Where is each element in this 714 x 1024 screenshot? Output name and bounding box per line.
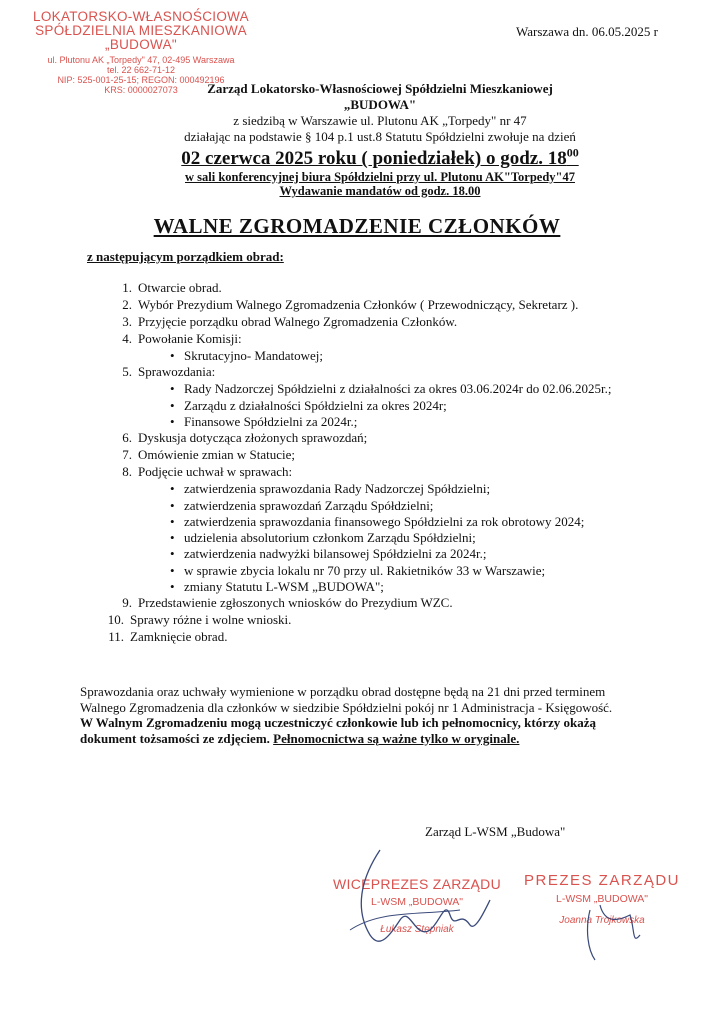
header-board-name: Zarząd Lokatorsko-Własnościowej Spółdzielni Mieszkaniowej: [207, 81, 553, 96]
header-block: [150, 81, 610, 145]
stamp-nip: NIP: 525-001-25-15; REGON: 000492196: [57, 75, 225, 85]
footer-line-4a: dokument tożsamości ze zdjęciem.: [80, 730, 274, 746]
header-company-name: „BUDOWA": [343, 97, 417, 112]
agenda-subitem: [170, 414, 357, 430]
header-seat: z siedzibą w Warszawie ul. Plutonu AK „Torpedy" nr 47: [233, 113, 527, 128]
bullet-icon: •: [170, 513, 175, 529]
agenda-subitem-text: Finansowe Spółdzielni za 2024r.;: [184, 413, 358, 429]
agenda-item-text: Otwarcie obrad.: [138, 280, 222, 295]
agenda-item-number: 3.: [122, 314, 132, 329]
meeting-location: w sali konferencyjnej biura Spółdzielni przy ul. Plutonu AK"Torpedy"47: [185, 170, 575, 184]
footer-paragraph: [80, 684, 690, 746]
agenda-item-text: Wybór Prezydium Walnego Zgromadzenia Członków ( Przewodniczący, Sekretarz ).: [138, 297, 579, 312]
meeting-date: [130, 146, 630, 170]
meeting-date-minutes: 00: [566, 146, 579, 160]
stamp-line-2: SPÓŁDZIELNIA MIESZKANIOWA: [35, 23, 247, 38]
agenda-item: [110, 297, 578, 313]
agenda-item-number: 6.: [122, 430, 132, 446]
agenda-item: [110, 364, 215, 380]
bullet-icon: •: [170, 397, 175, 413]
agenda-item-number: 2.: [122, 297, 132, 312]
agenda-item-number: 5.: [122, 364, 132, 380]
agenda-item-text: Powołanie Komisji:: [138, 331, 242, 346]
agenda-subitem: [170, 381, 611, 397]
bullet-icon: •: [170, 579, 175, 594]
footer-line-3: W Walnym Zgromadzeniu mogą uczestniczyć członkowie lub ich pełnomocnicy, którzy okażą: [80, 715, 597, 730]
agenda-subitem: [170, 498, 433, 514]
agenda-subitem: [170, 546, 487, 562]
mandates-info: Wydawanie mandatów od godz. 18.00: [279, 184, 481, 198]
vice-president-name: Łukasz Stępniak: [380, 924, 454, 935]
stamp-address: ul. Plutonu AK „Torpedy" 47, 02-495 Warszawa: [47, 55, 235, 65]
agenda-subitem-text: udzielenia absolutorium członkom Zarządu Spółdzielni;: [184, 530, 476, 546]
bullet-icon: •: [170, 530, 175, 546]
footer-line-4: [80, 731, 690, 747]
agenda-item-number: 11.: [108, 629, 124, 645]
agenda-item: [110, 280, 222, 296]
agenda-item: [110, 595, 453, 611]
bullet-icon: •: [170, 381, 175, 397]
bullet-icon: •: [170, 481, 175, 497]
president-name: Joanna Trojkowska: [559, 915, 645, 926]
bullet-icon: •: [170, 562, 175, 578]
bullet-icon: •: [170, 348, 175, 363]
document-date: Warszawa dn. 06.05.2025 r: [516, 24, 658, 39]
agenda-item: [102, 629, 227, 645]
agenda-item: [110, 447, 295, 463]
agenda-item: [110, 464, 292, 480]
agenda-item-number: 4.: [122, 331, 132, 346]
agenda-item-number: 8.: [122, 464, 132, 480]
header-legal-basis: działając na podstawie § 104 p.1 ust.8 Statutu Spółdzielni zwołuje na dzień: [184, 129, 576, 144]
agenda-subitem-text: zatwierdzenia sprawozdania Rady Nadzorczej Spółdzielni;: [184, 481, 491, 497]
agenda-item-text: Dyskusja dotycząca złożonych sprawozdań;: [138, 430, 368, 446]
agenda-subitem-text: Zarządu z działalności Spółdzielni za okres 2024r;: [184, 397, 447, 413]
bullet-icon: •: [170, 546, 175, 562]
president-title: PREZES ZARZĄDU: [523, 872, 680, 889]
title-row: [0, 214, 714, 239]
stamp-line-1: LOKATORSKO-WŁASNOŚCIOWA: [33, 9, 249, 24]
vice-president-signature: [320, 840, 510, 960]
document-title: WALNE ZGROMADZENIE CZŁONKÓW: [153, 214, 561, 238]
agenda-subitem-text: zatwierdzenia sprawozdań Zarządu Spółdzielni;: [184, 497, 434, 513]
president-signature: [560, 890, 670, 970]
agenda-item-number: 1.: [122, 280, 132, 295]
agenda-item-text: Omówienie zmian w Statucie;: [138, 447, 296, 463]
agenda-item-number: 10.: [107, 612, 124, 628]
agenda-subitem: [170, 514, 584, 530]
footer-line-2: Walnego Zgromadzenia dla członków w siedzibie Spółdzielni pokój nr 1 Administracja - Księgowość.: [80, 699, 613, 715]
agenda-item-text: Przyjęcie porządku obrad Walnego Zgromadzenia Członków.: [138, 314, 458, 329]
agenda-subitem: [170, 348, 323, 364]
agenda-item-text: Przedstawienie zgłoszonych wniosków do Prezydium WZC.: [138, 595, 453, 611]
stamp-line-3: „BUDOWA": [105, 37, 177, 52]
agenda-subitem-text: zatwierdzenia sprawozdania finansowego Spółdzielni za rok obrotowy 2024;: [184, 513, 585, 529]
agenda-item-text: Podjęcie uchwał w sprawach:: [138, 464, 293, 480]
agenda-subitem: [170, 398, 447, 414]
agenda-subitem-text: Rady Nadzorczej Spółdzielni z działalności za okres 03.06.2024r do 02.06.2025r.;: [184, 381, 612, 397]
president-org: L-WSM „BUDOWA": [556, 893, 648, 905]
stamp-phone: tel. 22 662-71-12: [106, 65, 176, 75]
agenda-subitem: [170, 481, 490, 497]
vice-president-org: L-WSM „BUDOWA": [371, 896, 463, 908]
agenda-subitem: [170, 579, 384, 595]
agenda-subitem-text: zmiany Statutu L-WSM „BUDOWA";: [184, 579, 384, 594]
footer-line-4b: Pełnomocnictwa są ważne tylko w oryginale.: [273, 730, 520, 746]
agenda-intro: z następującym porządkiem obrad:: [87, 249, 284, 264]
meeting-date-text: 02 czerwca 2025 roku ( poniedziałek) o godz. 18: [181, 148, 567, 170]
agenda-item-number: 9.: [122, 595, 132, 611]
bullet-icon: •: [170, 497, 175, 513]
vice-president-title: WICEPREZES ZARZĄDU: [333, 876, 501, 892]
agenda-item: [102, 612, 291, 628]
agenda-item-text: Sprawozdania:: [138, 364, 216, 380]
agenda-subitem: [170, 530, 476, 546]
agenda-subitem: [170, 563, 545, 579]
agenda-item: [110, 331, 242, 347]
agenda-subitem-text: zatwierdzenia nadwyżki bilansowej Spółdzielni za 2024r.;: [184, 546, 487, 562]
agenda-item-text: Zamknięcie obrad.: [130, 629, 228, 645]
agenda-item-text: Sprawy różne i wolne wnioski.: [130, 612, 292, 628]
agenda-item: [110, 430, 367, 446]
agenda-item: [110, 314, 457, 330]
footer-line-1: Sprawozdania oraz uchwały wymienione w porządku obrad dostępne będą na 21 dni przed terminem: [80, 684, 606, 699]
bullet-icon: •: [170, 413, 175, 429]
agenda-subitem-text: w sprawie zbycia lokalu nr 70 przy ul. Rakietników 33 w Warszawie;: [184, 562, 546, 578]
mandates-row: [130, 182, 630, 200]
agenda-subitem-text: Skrutacyjno- Mandatowej;: [184, 348, 323, 363]
agenda-item-number: 7.: [122, 447, 132, 463]
stamp-krs: KRS: 0000027073: [104, 85, 178, 95]
signoff: Zarząd L-WSM „Budowa": [425, 824, 566, 839]
